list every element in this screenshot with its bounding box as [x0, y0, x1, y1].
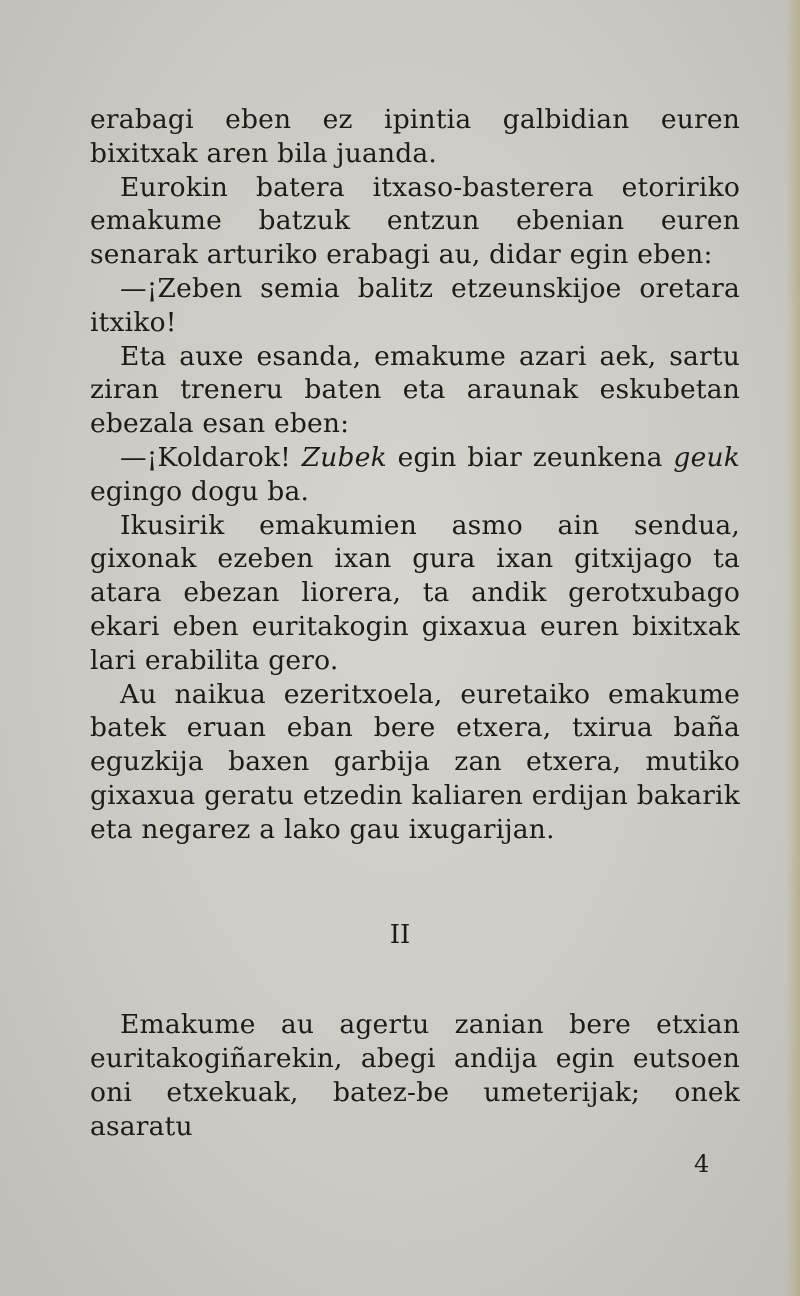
paragraph: Eta auxe esanda, emakume azari aek, sartu ziran treneru baten eta araunak eskubetan ebezala esan eben:: [90, 340, 740, 440]
paragraph: Ikusirik emakumien asmo ain sendua, gixonak ezeben ixan gura ixan gitxijago ta atara ebezan liorera, ta andik gerotxubago ekari eben euritakogin gixaxua euren bixitxak lari erabilita gero.: [90, 509, 740, 676]
section-text: [90, 1008, 740, 1144]
paragraph: —¡Zeben semia balitz etzeunskijoe oretara itxiko!: [90, 272, 740, 338]
paragraph: erabagi eben ez ipintia galbidian euren bixitxak aren bila juanda.: [90, 104, 740, 169]
page-number: 4: [694, 1150, 710, 1178]
page-edge: [786, 0, 800, 1296]
dialogue-suffix: egingo dogu ba.: [90, 475, 310, 507]
body-text: [90, 103, 740, 847]
paragraph: Emakume au agertu zanian bere etxian euritakogiñarekin, abegi andija egin eutsoen oni etxekuak, batez-be umeterijak; onek asaratu: [90, 1009, 740, 1142]
emphasis-text: geuk: [673, 441, 740, 473]
section-heading: II: [389, 920, 411, 950]
paragraph: Eurokin batera itxaso-basterera etoririko emakume batzuk entzun ebenian euren senarak arturiko erabagi au, didar egin eben:: [90, 171, 740, 271]
emphasis-text: Zubek: [301, 441, 387, 473]
dialogue-prefix: —¡Koldarok!: [120, 441, 302, 473]
dialogue-paragraph: [90, 441, 740, 509]
dialogue-middle: egin biar zeunkena: [386, 441, 674, 473]
paragraph: Au naikua ezeritxoela, euretaiko emakume batek eruan eban bere etxera, txirua baña eguzkija baxen garbija zan etxera, mutiko gixaxua geratu etzedin kaliaren erdijan bakarik eta negarez a lako gau ixugarijan.: [90, 678, 740, 845]
